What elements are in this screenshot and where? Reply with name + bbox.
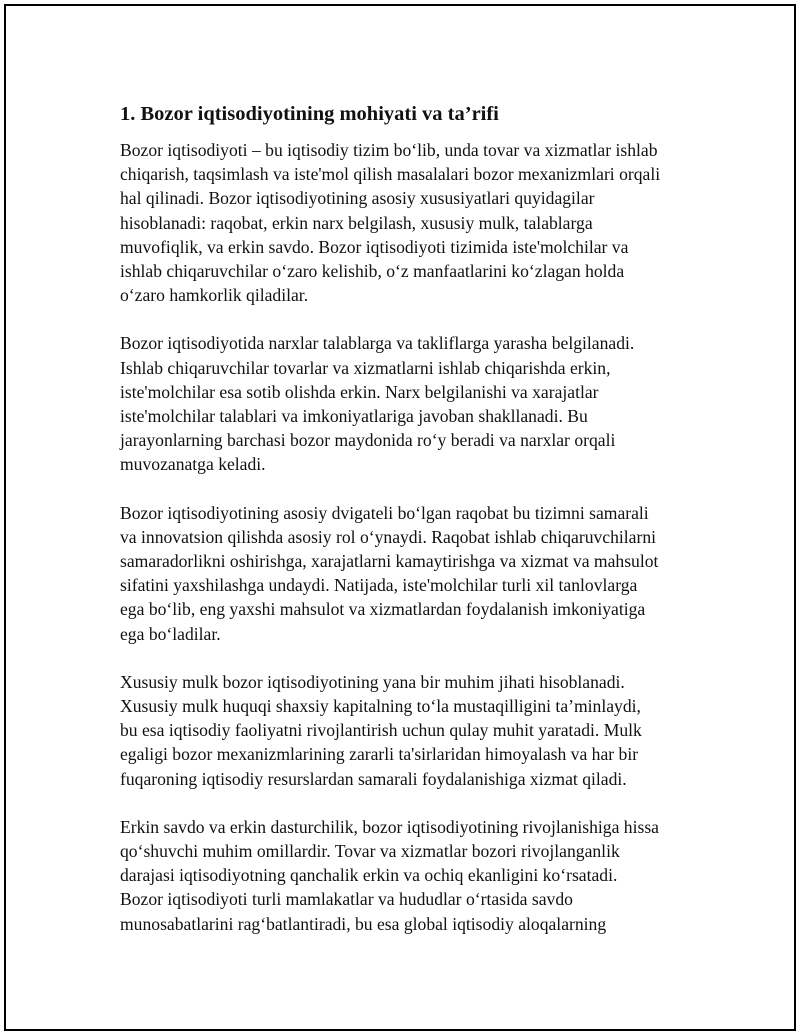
text-line: ishlab chiqaruvchilar o‘zaro kelishib, o‘z manfaatlarini ko‘zlagan holda [120, 261, 625, 282]
document-body [120, 92, 710, 960]
text-line: samaradorlikni oshirishga, xarajatlarni kamaytirishga va xizmat va mahsulot [120, 551, 659, 572]
text-line: Bozor iqtisodiyotida narxlar talablarga va takliflarga yarasha belgilanadi. [120, 333, 635, 354]
text-line: qo‘shuvchi muhim omillardir. Tovar va xizmatlar bozori rivojlanganlik [120, 841, 620, 862]
text-line: fuqaroning iqtisodiy resurslardan samarali foydalanishiga xizmat qiladi. [120, 768, 627, 789]
text-line: Xususiy mulk huquqi shaxsiy kapitalning to‘la mustaqilligini ta’minlaydi, [120, 696, 641, 717]
paragraph-2 [120, 331, 710, 476]
text-line: Bozor iqtisodiyoti – bu iqtisodiy tizim bo‘lib, unda tovar va xizmatlar ishlab [120, 140, 658, 160]
text-line: Erkin savdo va erkin dasturchilik, bozor iqtisodiyotining rivojlanishiga hissa [120, 816, 659, 837]
paragraph-3 [120, 501, 710, 646]
text-line: egaligi bozor mexanizmlarining zararli ta'sirlaridan himoyalash va har bir [120, 744, 639, 765]
text-line: ega bo‘ladilar. [120, 623, 221, 644]
text-line: o‘zaro hamkorlik qiladilar. [120, 285, 309, 306]
text-line: Bozor iqtisodiyoti turli mamlakatlar va hududlar o‘rtasida savdo [120, 889, 573, 910]
text-line: hisoblanadi: raqobat, erkin narx belgilash, xususiy mulk, talablarga [120, 212, 593, 233]
text-line: Xususiy mulk bozor iqtisodiyotining yana bir muhim jihati hisoblanadi. [120, 671, 625, 692]
text-line: jarayonlarning barchasi bozor maydonida ro‘y beradi va narxlar orqali [120, 430, 616, 451]
text-line: chiqarish, taqsimlash va iste'mol qilish masalalari bozor mexanizmlari orqali [120, 164, 661, 185]
text-line: Bozor iqtisodiyotining asosiy dvigateli bo‘lgan raqobat bu tizimni samarali [120, 502, 649, 523]
text-line: Ishlab chiqaruvchilar tovarlar va xizmatlarni ishlab chiqarishda erkin, [120, 357, 611, 378]
paragraph-4 [120, 670, 710, 791]
text-line: va innovatsion qilishda asosiy rol o‘ynaydi. Raqobat ishlab chiqaruvchilarni [120, 526, 657, 547]
text-line: muvozanatga keladi. [120, 454, 266, 475]
text-line: hal qilinadi. Bozor iqtisodiyotining asosiy xususiyatlari quyidagilar [120, 188, 595, 209]
paragraph-1 [120, 138, 710, 307]
text-line: ega bo‘lib, eng yaxshi mahsulot va xizmatlardan foydalanish imkoniyatiga [120, 599, 646, 620]
section-heading: 1. Bozor iqtisodiyotining mohiyati va ta’rifi [120, 103, 499, 125]
document-page [4, 4, 796, 1031]
text-line: muvofiqlik, va erkin savdo. Bozor iqtisodiyoti tizimida iste'molchilar va [120, 236, 629, 257]
paragraph-5 [120, 815, 710, 936]
text-line: sifatini yaxshilashga undaydi. Natijada, iste'molchilar turli xil tanlovlarga [120, 575, 638, 596]
text-line: munosabatlarini rag‘batlantiradi, bu esa global iqtisodiy aloqalarning [120, 913, 607, 934]
text-line: iste'molchilar talablari va imkoniyatlariga javoban shakllanadi. Bu [120, 406, 588, 427]
text-line: bu esa iqtisodiy faoliyatni rivojlantirish uchun qulay muhit yaratadi. Mulk [120, 720, 642, 741]
text-line: darajasi iqtisodiyotning qanchalik erkin va ochiq ekanligini ko‘rsatadi. [120, 865, 618, 886]
text-line: iste'molchilar esa sotib olishda erkin. Narx belgilanishi va xarajatlar [120, 381, 599, 402]
